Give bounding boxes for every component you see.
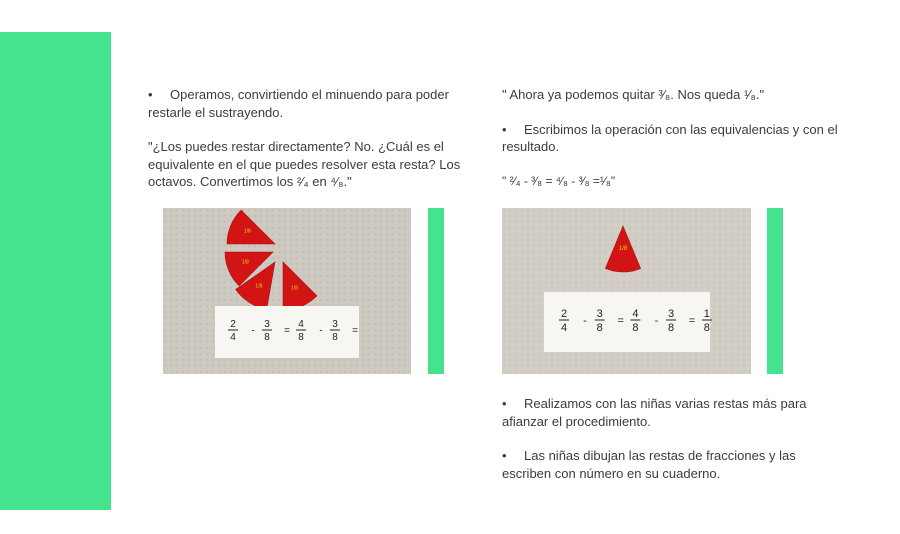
numerator: 3 [596,308,603,320]
denominator: 4 [560,322,568,334]
equation-card [544,292,710,352]
photo-fraction-pieces-right [502,208,751,374]
denominator: 8 [596,322,603,334]
piece-label: 1/8 [241,259,249,266]
denominator: 8 [332,332,338,343]
numerator: 4 [298,319,304,330]
numerator: 2 [230,319,236,330]
denominator: 8 [668,322,675,334]
numerator: 3 [668,308,675,320]
left-text-block [148,86,490,191]
bullet-realizamos: • Realizamos con las niñas varias restas más para afianzar el procedimiento. [502,395,847,430]
equation-operator: = [352,325,358,337]
piece-label: 1/8 [255,283,263,290]
equation-operator: = [284,325,290,337]
piece-label: 1/8 [618,246,628,252]
bullet-operamos: • Operamos, convirtiendo el minuendo para poder restarle el sustrayendo. [148,86,490,121]
equation-operator: - [583,314,587,327]
denominator: 8 [703,322,710,334]
quote-restar-directamente: "¿Los puedes restar directamente? No. ¿Cuál es el equivalente en el que puedes resolver esta resta? Los octavos. Convertimos los ²⁄₄ en ⁴⁄₈." [148,139,461,189]
numerator: 2 [560,308,568,320]
bullet-dibujan: • Las niñas dibujan las restas de fracciones y las escriben con número en su cuaderno. [502,447,847,482]
bullet-escribimos: • Escribimos la operación con las equivalencias y con el resultado. [502,121,847,156]
quote-quitar: " Ahora ya podemos quitar ³⁄₈. Nos queda ¹⁄₈." [502,87,765,102]
numerator: 3 [264,319,270,330]
equation-operator: = [688,314,696,327]
piece-label: 1/8 [243,228,251,235]
numerator: 4 [632,308,639,320]
equation-operator: - [654,314,659,327]
equation-operator: - [319,325,323,337]
denominator: 4 [230,332,236,343]
denominator: 8 [264,332,270,343]
right-text-block-bottom [502,395,847,482]
accent-bar-left [428,208,444,374]
photo-left-svg [163,208,411,374]
right-text-block-top [502,86,847,190]
accent-bar-right [767,208,783,374]
equation-operator: - [251,325,255,337]
numerator: 1 [703,308,710,320]
green-side-band [0,32,111,510]
equation-operator: = [617,314,624,327]
piece-label: 1/8 [291,285,298,292]
denominator: 8 [632,322,639,334]
photo-right-svg [502,208,751,374]
denominator: 8 [298,332,304,343]
equation-line: " ²⁄₄ - ³⁄₈ = ⁴⁄₈ - ³⁄₈ =¹⁄₈" [502,173,616,188]
numerator: 3 [332,319,338,330]
photo-fraction-pieces-left [163,208,411,374]
